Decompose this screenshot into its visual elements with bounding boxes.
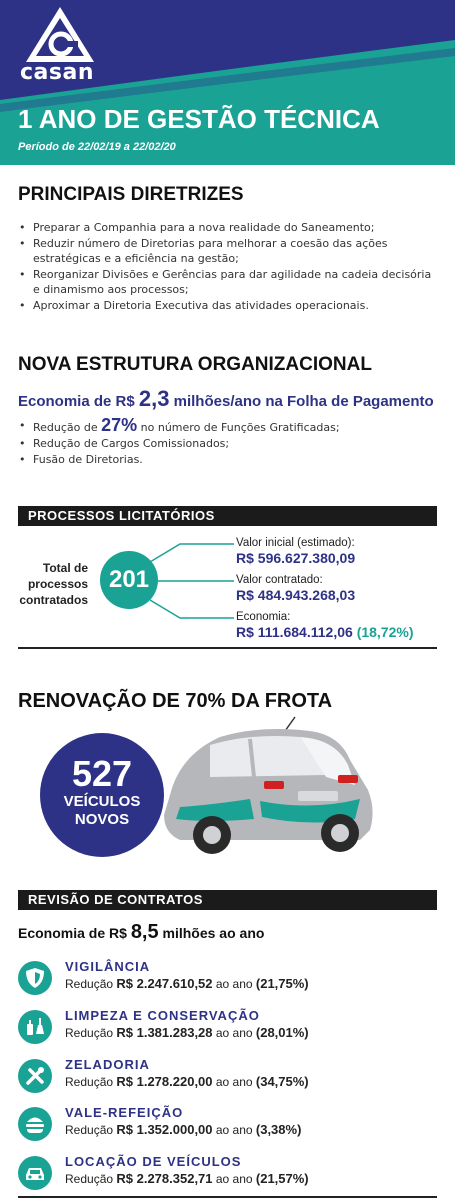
econ-value: 8,5: [130, 921, 159, 943]
licitatorios-heading: PROCESSOS LICITATÓRIOS: [18, 506, 437, 526]
econ-prefix: Economia de R$: [18, 393, 139, 410]
casan-logo-icon: [18, 4, 102, 64]
contratos-heading: REVISÃO DE CONTRATOS: [18, 890, 437, 910]
list-item: • Preparar a Companhia para a nova realidade do Saneamento;: [18, 220, 438, 235]
estrutura-section: [18, 354, 438, 468]
contract-prefix: Redução: [65, 977, 117, 991]
contract-mid: ao ano: [212, 977, 256, 991]
frota-heading: RENOVAÇÃO DE 70% DA FROTA: [18, 690, 333, 712]
valor-inicial-label: Valor inicial (estimado):: [236, 537, 355, 549]
economia-value: R$ 111.684.112,06: [236, 624, 353, 640]
item-suffix: no número de Funções Gratificadas;: [137, 421, 340, 434]
contract-pct: (3,38%): [255, 1122, 302, 1137]
economia-pct: (18,72%): [356, 624, 414, 640]
contract-locacao-veiculos: [18, 1154, 438, 1194]
contract-pct: (21,57%): [255, 1171, 309, 1186]
valor-inicial-value: R$ 596.627.380,09: [236, 550, 356, 566]
logo-wordmark: casan: [20, 60, 94, 85]
burger-icon: [18, 1107, 52, 1141]
contract-value: R$ 2.247.610,52: [116, 976, 213, 991]
econ-value: 2,3: [138, 386, 170, 411]
valor-inicial: [236, 536, 355, 567]
principais-heading: PRINCIPAIS DIRETRIZES: [18, 184, 244, 205]
shield-icon: [18, 961, 52, 995]
car-icon: [18, 1156, 52, 1190]
contract-detail: [65, 1122, 301, 1137]
econ-suffix: milhões ao ano: [158, 925, 265, 941]
principais-list: [18, 220, 438, 313]
contract-pct: (28,01%): [255, 1025, 309, 1040]
header-banner: [0, 0, 455, 165]
item-value: 27%: [101, 415, 138, 435]
contract-mid: ao ano: [212, 1026, 256, 1040]
contract-value: R$ 2.278.352,71: [116, 1171, 213, 1186]
contract-name: ZELADORIA: [65, 1057, 150, 1072]
contract-value: R$ 1.278.220,00: [116, 1074, 213, 1089]
divider: [18, 647, 437, 649]
valor-contratado-value: R$ 484.943.268,03: [236, 587, 356, 603]
contract-prefix: Redução: [65, 1026, 117, 1040]
contract-vale-refeicao: [18, 1105, 438, 1145]
tools-icon: [18, 1059, 52, 1093]
novos-label: NOVOS: [74, 811, 130, 828]
contract-pct: (34,75%): [255, 1074, 309, 1089]
contract-detail: [65, 1025, 309, 1040]
contract-name: LOCAÇÃO DE VEÍCULOS: [65, 1154, 242, 1169]
total-value-circle: 201: [100, 551, 158, 609]
list-item: • Reorganizar Divisões e Gerências para dar agilidade na cadeia decisória e dinamismo aos processos;: [18, 267, 438, 297]
contract-detail: [65, 976, 309, 991]
contract-zeladoria: [18, 1057, 438, 1097]
veiculos-label: VEÍCULOS: [63, 793, 141, 810]
veiculos-count: 527: [71, 753, 133, 794]
contract-value: R$ 1.352.000,00: [116, 1122, 213, 1137]
principais-section: [18, 184, 438, 314]
period-text: Período de 22/02/19 a 22/02/20: [18, 141, 176, 153]
contract-pct: (21,75%): [255, 976, 309, 991]
valor-contratado: [236, 573, 355, 604]
divider: [18, 1196, 437, 1198]
valor-contratado-label: Valor contratado:: [236, 574, 323, 586]
car-icon: [150, 715, 380, 860]
contract-detail: [65, 1171, 309, 1186]
contract-vigilancia: [18, 959, 438, 999]
list-item: • Reduzir número de Diretorias para melhorar a coesão das ações estratégicas e a eficiência na gestão;: [18, 236, 438, 266]
economia-label: Economia:: [236, 611, 291, 623]
cleaning-icon: [18, 1010, 52, 1044]
contract-value: R$ 1.381.283,28: [116, 1025, 213, 1040]
item-prefix: Redução de: [33, 421, 102, 434]
connector-lines: [150, 540, 240, 630]
list-item: • Redução de Cargos Comissionados;: [18, 436, 438, 451]
contract-prefix: Redução: [65, 1075, 117, 1089]
contratos-economy: [18, 921, 264, 944]
contract-prefix: Redução: [65, 1172, 117, 1186]
econ-suffix: milhões/ano na Folha de Pagamento: [169, 393, 434, 410]
contract-mid: ao ano: [212, 1123, 256, 1137]
contract-mid: ao ano: [212, 1075, 256, 1089]
contract-prefix: Redução: [65, 1123, 117, 1137]
estrutura-list: [18, 415, 438, 467]
economia-value-row: [236, 624, 414, 641]
total-label: Total de processos contratados: [19, 561, 88, 607]
page-title: 1 ANO DE GESTÃO TÉCNICA: [18, 104, 380, 134]
contract-mid: ao ano: [212, 1172, 256, 1186]
veiculos-novos-badge: [40, 733, 164, 857]
econ-prefix: Economia de R$: [18, 925, 131, 941]
contract-name: VALE-REFEIÇÃO: [65, 1105, 184, 1120]
contract-name: LIMPEZA E CONSERVAÇÃO: [65, 1008, 260, 1023]
list-item: • Aproximar a Diretoria Executiva das atividades operacionais.: [18, 298, 438, 313]
economia: [236, 610, 414, 641]
estrutura-economy: [18, 386, 438, 412]
contract-name: VIGILÂNCIA: [65, 959, 151, 974]
contract-limpeza: [18, 1008, 438, 1048]
estrutura-heading: NOVA ESTRUTURA ORGANIZACIONAL: [18, 354, 372, 375]
contract-detail: [65, 1074, 309, 1089]
list-item: [18, 415, 438, 435]
list-item: • Fusão de Diretorias.: [18, 452, 438, 467]
